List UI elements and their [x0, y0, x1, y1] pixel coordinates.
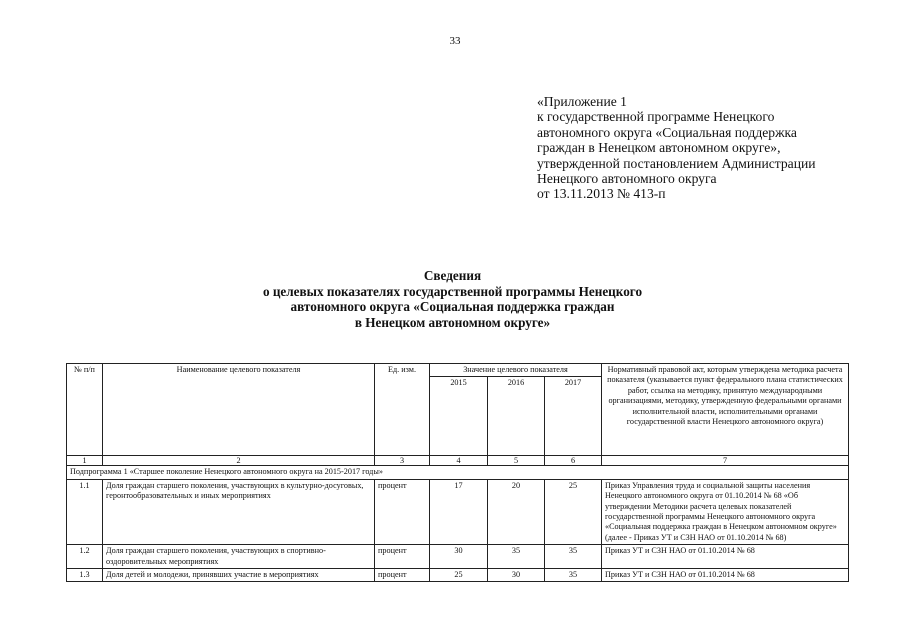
row-value-2015: 17 [430, 479, 488, 544]
row-unit: процент [375, 479, 430, 544]
row-value-2017: 35 [545, 545, 602, 569]
header-act: Нормативный правовой акт, которым утверждена методика расчета показателя (указывается пункт федерального плана статистических работ, ссылка на методику, принятую международными организациями, методику, утвержденную федеральными органами исполнительной власти, исполнительными органами государственной власти Ненецкого автономного округа) [602, 364, 849, 456]
header-year: 2017 [545, 377, 602, 456]
column-number: 3 [375, 456, 430, 466]
header-unit: Ед. изм. [375, 364, 430, 456]
header-num: № п/п [67, 364, 103, 456]
header-values: Значение целевого показателя [430, 364, 602, 377]
appendix-line: граждан в Ненецком автономном округе», [537, 140, 781, 156]
header-year: 2016 [488, 377, 545, 456]
row-value-2016: 20 [488, 479, 545, 544]
header-year: 2015 [430, 377, 488, 456]
row-unit: процент [375, 569, 430, 582]
row-num: 1.3 [67, 569, 103, 582]
appendix-line: «Приложение 1 [537, 94, 627, 109]
row-unit: процент [375, 545, 430, 569]
column-numbers-row [67, 456, 849, 466]
appendix-line: Ненецкого автономного округа [537, 171, 717, 187]
row-act: Приказ Управления труда и социальной защиты населения Ненецкого автономного округа от 01.10.2014 № 68 «Об утверждении Методики расчета целевых показателей государственной программы Ненецкого автономного округа «Социальная поддержка граждан в Ненецком автономном округе» (далее - Приказ УТ и СЗН НАО от 01.10.2014 № 68) [602, 479, 849, 544]
indicators-table [66, 363, 849, 582]
column-number: 4 [430, 456, 488, 466]
row-value-2015: 25 [430, 569, 488, 582]
appendix-line: автономного округа «Социальная поддержка [537, 124, 797, 140]
table-row [67, 569, 849, 582]
column-number: 7 [602, 456, 849, 466]
title-line: в Ненецком автономном округе» [354, 314, 551, 330]
row-value-2016: 35 [488, 545, 545, 569]
appendix-line: от 13.11.2013 № 413-п [537, 186, 666, 202]
title-line: автономного округа «Социальная поддержка граждан [290, 299, 615, 315]
table-header-row [67, 364, 849, 377]
subprogram-row [67, 466, 849, 479]
row-num: 1.1 [67, 479, 103, 544]
row-name: Доля граждан старшего поколения, участвующих в культурно-досуговых, геронтообразовательных и иных мероприятиях [103, 479, 375, 544]
column-number: 2 [103, 456, 375, 466]
subprogram-title: Подпрограмма 1 «Старшее поколение Ненецкого автономного округа на 2015-2017 годы» [67, 466, 849, 479]
table-row [67, 545, 849, 569]
row-name: Доля детей и молодежи, принявших участие в мероприятиях [103, 569, 375, 582]
table-row [67, 479, 849, 544]
column-number: 6 [545, 456, 602, 466]
row-value-2016: 30 [488, 569, 545, 582]
appendix-note [537, 94, 877, 202]
header-name: Наименование целевого показателя [103, 364, 375, 456]
row-value-2017: 35 [545, 569, 602, 582]
row-act: Приказ УТ и СЗН НАО от 01.10.2014 № 68 [602, 569, 849, 582]
column-number: 5 [488, 456, 545, 466]
appendix-line: к государственной программе Ненецкого [537, 109, 775, 125]
row-num: 1.2 [67, 545, 103, 569]
page-number: 33 [449, 35, 461, 47]
row-act: Приказ УТ и СЗН НАО от 01.10.2014 № 68 [602, 545, 849, 569]
column-number: 1 [67, 456, 103, 466]
row-name: Доля граждан старшего поколения, участвующих в спортивно-оздоровительных мероприятиях [103, 545, 375, 569]
row-value-2017: 25 [545, 479, 602, 544]
title-line: Сведения [423, 268, 482, 283]
row-value-2015: 30 [430, 545, 488, 569]
appendix-line: утвержденной постановлением Администрации [537, 155, 816, 171]
title-line: о целевых показателях государственной программы Ненецкого [262, 283, 643, 299]
document-title [200, 268, 705, 330]
